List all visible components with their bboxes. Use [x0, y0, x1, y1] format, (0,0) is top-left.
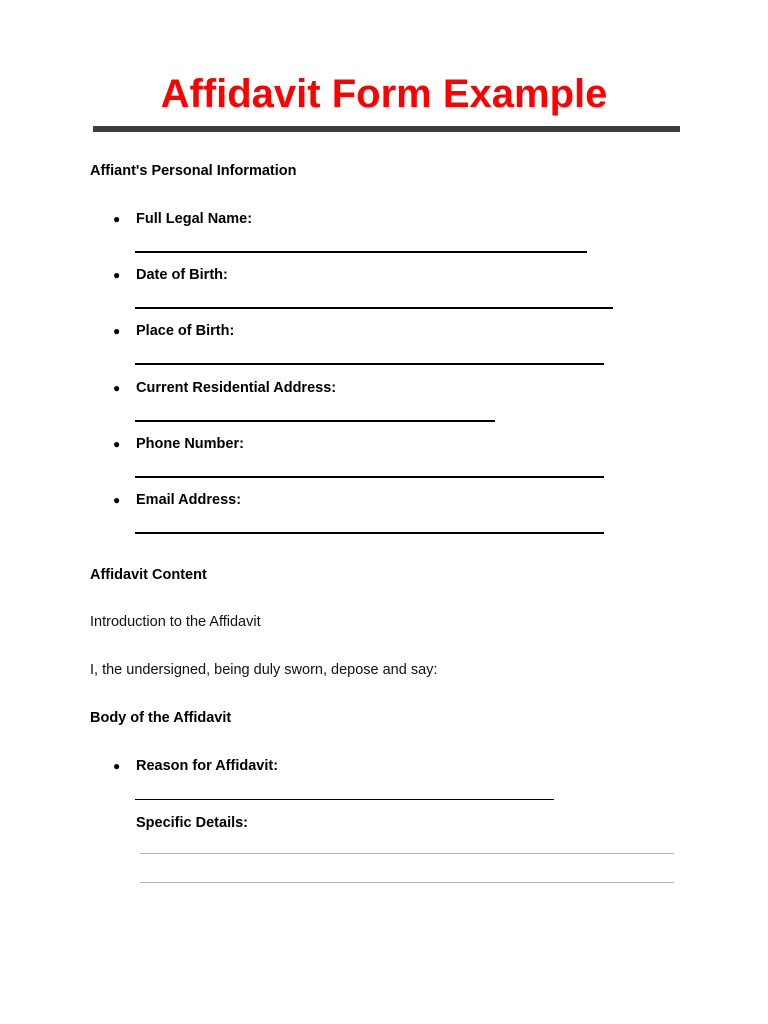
section-heading-body: Body of the Affidavit [90, 710, 232, 726]
bullet-icon: ● [113, 268, 121, 282]
section-heading-personal-info: Affiant's Personal Information [90, 163, 297, 179]
field-label-email-address: Email Address: [136, 492, 242, 508]
blank-line-phone-number[interactable] [135, 476, 604, 478]
bullet-icon: ● [113, 212, 121, 226]
field-label-specific-details: Specific Details: [136, 815, 249, 831]
blank-line-email-address[interactable] [135, 532, 604, 534]
bullet-icon: ● [113, 381, 121, 395]
blank-line-full-legal-name[interactable] [135, 251, 587, 253]
blank-line-residential-address[interactable] [135, 420, 495, 422]
field-label-date-of-birth: Date of Birth: [136, 267, 228, 283]
oath-statement: I, the undersigned, being duly sworn, depose and say: [90, 662, 438, 678]
details-line-1[interactable] [140, 853, 674, 854]
field-label-full-legal-name: Full Legal Name: [136, 211, 253, 227]
bullet-icon: ● [113, 759, 121, 773]
document-title: Affidavit Form Example [160, 72, 608, 116]
field-label-phone-number: Phone Number: [136, 436, 244, 452]
blank-line-place-of-birth[interactable] [135, 363, 604, 365]
section-heading-affidavit-content: Affidavit Content [90, 567, 207, 583]
bullet-icon: ● [113, 437, 121, 451]
bullet-icon: ● [113, 324, 121, 338]
blank-line-reason[interactable] [135, 799, 554, 800]
field-label-reason: Reason for Affidavit: [136, 758, 279, 774]
field-label-place-of-birth: Place of Birth: [136, 323, 235, 339]
bullet-icon: ● [113, 493, 121, 507]
intro-heading: Introduction to the Affidavit [90, 614, 261, 630]
details-line-2[interactable] [140, 882, 674, 883]
field-label-residential-address: Current Residential Address: [136, 380, 337, 396]
blank-line-date-of-birth[interactable] [135, 307, 613, 309]
title-divider [93, 126, 680, 132]
